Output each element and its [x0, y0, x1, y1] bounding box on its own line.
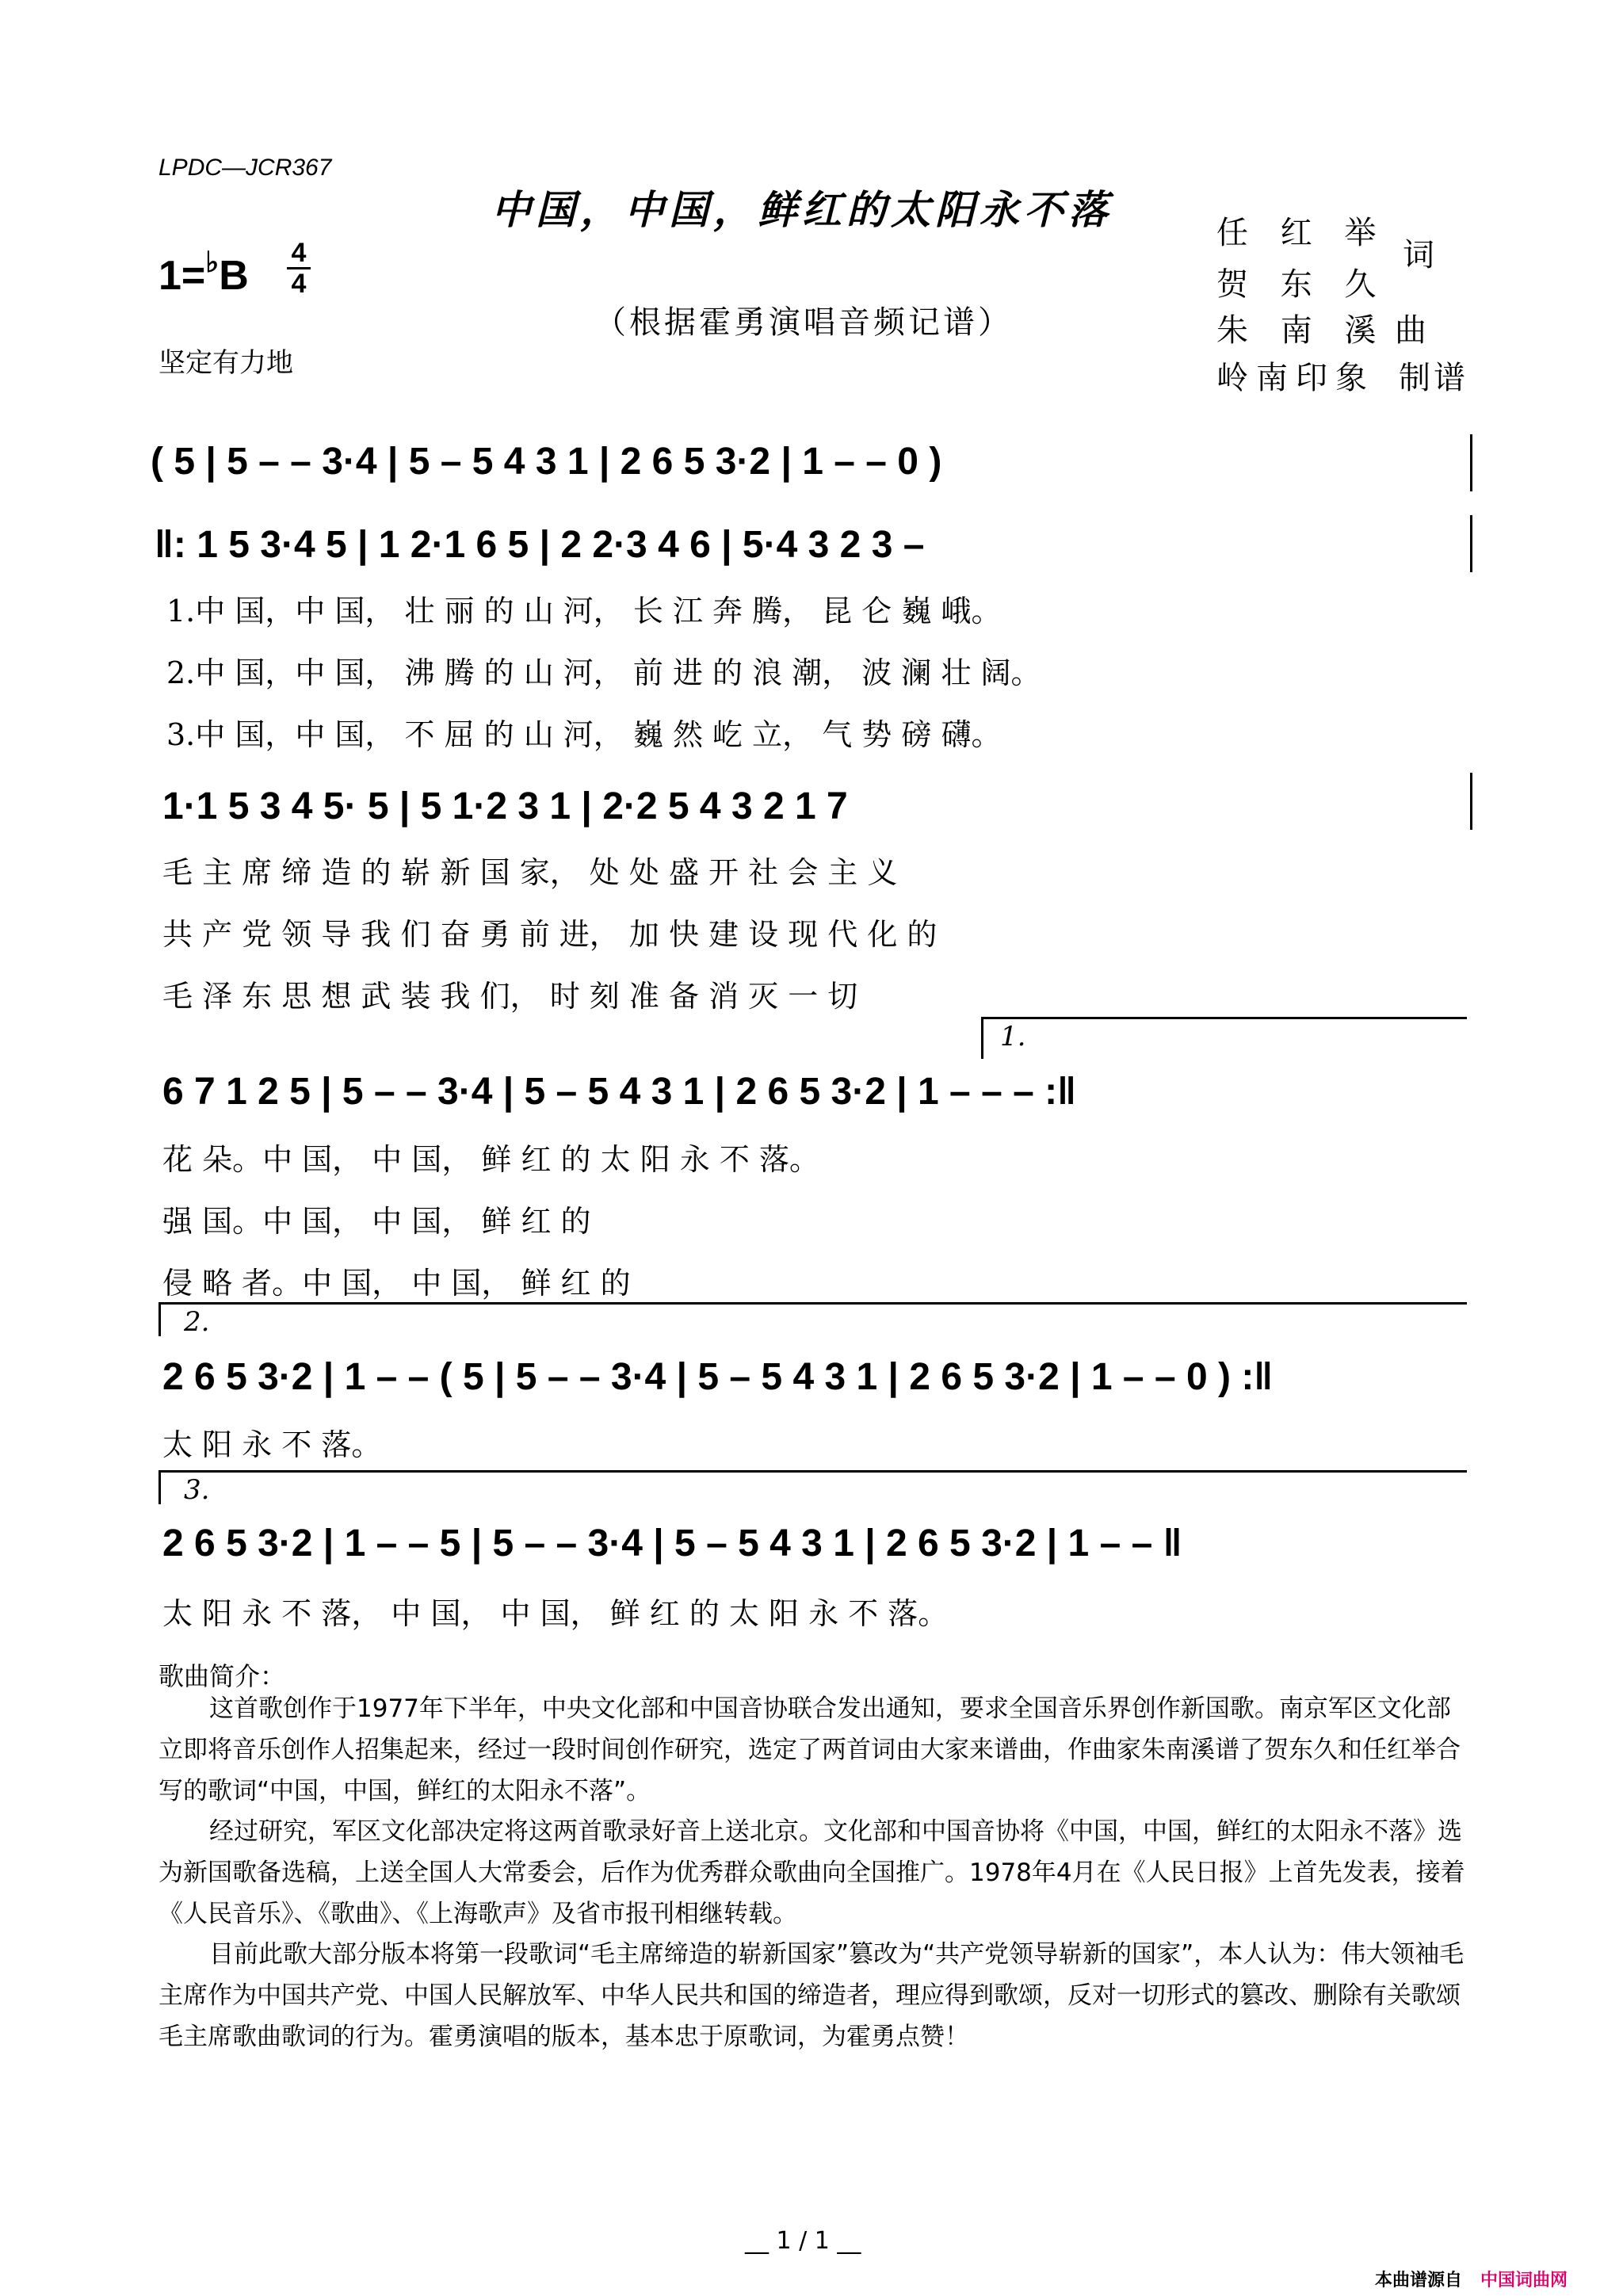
score-row-2: ‖: 1 5 3·4 5 | 1 2·1 6 5 | 2 2·3 4 6 | 5·4 3 2 3 – — [155, 524, 925, 566]
meter-top: 4 — [291, 238, 307, 268]
lyric-verse-3-line-2: 毛 泽 东 思 想 武 装 我 们， 时 刻 准 备 消 灭 一 切 — [162, 979, 858, 1014]
lyric-verse-3-line-3: 侵 略 者。中 国， 中 国， 鲜 红 的 — [162, 1266, 631, 1301]
score-row-3: 1·1 5 3 4 5· 5 | 5 1·2 3 1 | 2·2 5 4 3 2 1 7 — [162, 785, 848, 827]
score-row-6: 2 6 5 3·2 | 1 – – 5 | 5 – – 3·4 | 5 – 5 4 3 1 | 2 6 5 3·2 | 1 – – ‖ — [162, 1522, 1182, 1564]
volta-number-3: 3. — [184, 1474, 210, 1506]
credit-ci: 词 — [1403, 237, 1445, 273]
credit-lyricist-2: 贺 东 久 — [1216, 266, 1388, 303]
key-signature — [158, 246, 249, 300]
credit-zhipu: 制谱 — [1399, 360, 1468, 396]
flat-sign: ♭ — [205, 246, 220, 278]
watermark-site: 中国词曲网 — [1480, 2271, 1568, 2290]
score-row-5: 2 6 5 3·2 | 1 – – ( 5 | 5 – – 3·4 | 5 – 5 4 3 1 | 2 6 5 3·2 | 1 – – 0 ) :‖ — [162, 1356, 1274, 1398]
barline — [1470, 434, 1472, 491]
volta-bracket-2 — [158, 1302, 1467, 1336]
score-row-1: ( 5 | 5 – – 3·4 | 5 – 5 4 3 1 | 2 6 5 3·2 | 1 – – 0 ) — [151, 441, 942, 483]
tempo-marking: 坚定有力地 — [158, 347, 293, 379]
page-number: __ 1 / 1 __ — [745, 2227, 861, 2255]
score-code: LPDC—JCR367 — [158, 155, 332, 181]
lyric-verse-1-line-1: 1.中 国，中 国， 壮 丽 的 山 河， 长 江 奔 腾， 昆 仑 巍 峨。 — [166, 594, 1002, 628]
intro-paragraph-2: 经过研究，军区文化部决定将这两首歌录好音上送北京。文化部和中国音协将《中国，中国，鲜红的太阳永不落》选为新国歌备选稿，上送全国人大常委会，后作为优秀群众歌曲向全国推广。1978年4月在《人民日报》上首先发表，接着《人民音乐》、《歌曲》、《上海歌声》及省市报刊相继转载。 — [158, 1817, 1465, 1928]
lyric-verse-3-line-1: 3.中 国，中 国， 不 屈 的 山 河， 巍 然 屹 立， 气 势 磅 礴。 — [166, 717, 1002, 752]
song-title: 中国，中国，鲜红的太阳永不落 — [491, 186, 1113, 233]
volta-bracket-1 — [981, 1017, 1467, 1059]
lyric-verse-2-line-3: 强 国。中 国， 中 国， 鲜 红 的 — [162, 1204, 591, 1239]
song-subtitle: （根据霍勇演唱音频记谱） — [594, 304, 1013, 341]
key-note: B — [219, 253, 249, 299]
volta-number-2: 2. — [184, 1306, 210, 1338]
barline — [1470, 515, 1472, 572]
barline — [1470, 773, 1472, 830]
lyric-verse-2-line-2: 共 产 党 领 导 我 们 奋 勇 前 进， 加 快 建 设 现 代 化 的 — [162, 917, 938, 952]
lyric-verse-1-line-2: 毛 主 席 缔 造 的 崭 新 国 家， 处 处 盛 开 社 会 主 义 — [162, 855, 898, 890]
credit-lyricist-1: 任 红 举 — [1216, 215, 1388, 251]
lyric-ending-2: 太 阳 永 不 落。 — [162, 1427, 382, 1462]
credit-qu: 曲 — [1395, 312, 1438, 349]
intro-paragraph-1: 这首歌创作于1977年下半年，中央文化部和中国音协联合发出通知，要求全国音乐界创作新国歌。南京军区文化部立即将音乐创作人招集起来，经过一段时间创作研究，选定了两首词由大家来谱曲，作曲家朱南溪谱了贺东久和任红举合写的歌词“中国，中国，鲜红的太阳永不落”。 — [158, 1694, 1461, 1805]
watermark-source: 本曲谱源自 — [1375, 2271, 1463, 2290]
time-signature — [287, 239, 311, 297]
score-row-4: 6 7 1 2 5 | 5 – – 3·4 | 5 – 5 4 3 1 | 2 6 5 3·2 | 1 – – – :‖ — [162, 1071, 1077, 1113]
lyric-verse-1-line-3: 花 朵。中 国， 中 国， 鲜 红 的 太 阳 永 不 落。 — [162, 1142, 819, 1177]
lyric-verse-2-line-1: 2.中 国，中 国， 沸 腾 的 山 河， 前 进 的 浪 潮， 波 澜 壮 阔。 — [166, 655, 1041, 690]
volta-number-1: 1. — [1000, 1021, 1026, 1052]
key-label: 1= — [158, 253, 206, 299]
intro-heading: 歌曲简介： — [158, 1661, 286, 1691]
volta-bracket-3 — [158, 1470, 1467, 1504]
intro-paragraph-3: 目前此歌大部分版本将第一段歌词“毛主席缔造的崭新国家”篡改为“共产党领导崭新的国家”，本人认为：伟大领袖毛主席作为中国共产党、中国人民解放军、中华人民共和国的缔造者，理应得到歌颂，反对一切形式的篡改、删除有关歌颂毛主席歌曲歌词的行为。霍勇演唱的版本，基本忠于原歌词，为霍勇点赞！ — [158, 1940, 1465, 2051]
meter-bottom: 4 — [291, 269, 307, 299]
credit-arranger: 岭南印象 — [1216, 360, 1375, 396]
credit-composer: 朱 南 溪 — [1216, 312, 1388, 349]
lyric-ending-3: 太 阳 永 不 落， 中 国， 中 国， 鲜 红 的 太 阳 永 不 落。 — [162, 1596, 949, 1631]
